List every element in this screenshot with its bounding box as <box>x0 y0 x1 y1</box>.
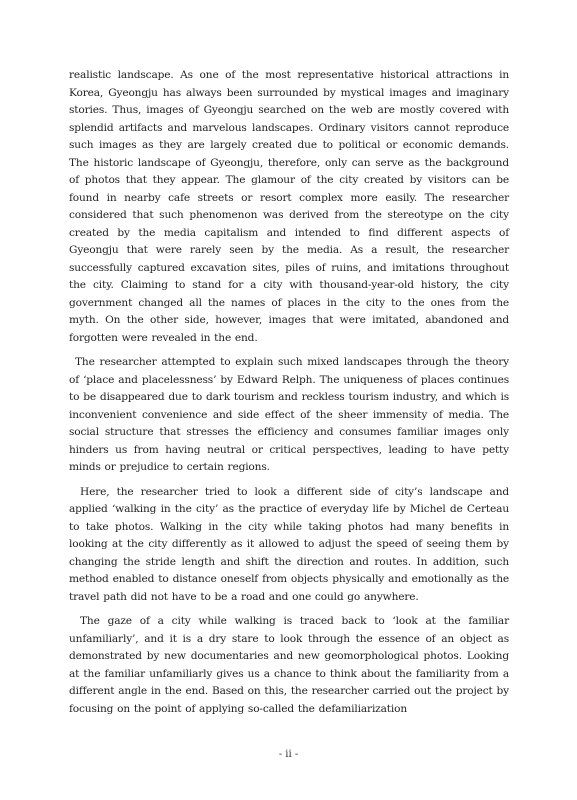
paragraph-3: Here, the researcher tried to look a different side of city’s landscape and applied ‘walking in the city’ as the practice of everyday life by Michel de Certeau to take photos. Walking in the city while taking photos had many benefits in looking at the city differently as it allowed to adjust the speed of seeing them by changing the stride length and shift the direction and routes. In addition, such method enabled to distance oneself from objects physically and emotionally as the travel path did not have to be a road and one could go anywhere. <box>69 485 509 603</box>
body-text <box>69 67 509 718</box>
paragraph-4: The gaze of a city while walking is traced back to ‘look at the familiar unfamiliarly’, and it is a dry stare to look through the essence of an object as demonstrated by new documentaries and new geomorphological photos. Looking at the familiar unfamiliarly gives us a chance to think about the familiarity from a different angle in the end. Based on this, the researcher carried out the project by focusing on the point of applying so-called the defamiliarization <box>69 615 509 715</box>
paragraph-2: The researcher attempted to explain such mixed landscapes through the theory of ‘place and placelessness’ by Edward Relph. The uniqueness of places continues to be disappeared due to dark tourism and reckless tourism industry, and which is inconvenient convenience and side effect of the sheer immensity of media. The social structure that stresses the efficiency and consumes familiar images only hinders us from having neutral or critical perspectives, leading to have petty minds or prejudice to certain regions. <box>69 356 509 473</box>
paragraph-1: realistic landscape. As one of the most representative historical attractions in Korea, Gyeongju has always been surrounded by mystical images and imaginary stories. Thus, images of Gyeongju searched on the web are mostly covered with splendid artifacts and marvelous landscapes. Ordinary visitors cannot reproduce such images as they are largely created due to political or economic demands. The historic landscape of Gyeongju, therefore, only can serve as the background of photos that they appear. The glamour of the city created by visitors can be found in nearby cafe streets or resort complex more easily. The researcher considered that such phenomenon was derived from the stereotype on the city created by the media capitalism and intended to find different aspects of Gyeongju that were rarely seen by the media. As a result, the researcher successfully captured excavation sites, piles of ruins, and imitations throughout the city. Claiming to stand for a city with thousand-year-old history, the city government changed all the names of places in the city to the ones from the myth. On the other side, however, images that were imitated, abandoned and forgotten were revealed in the end. <box>69 69 509 344</box>
page-number: - ii - <box>278 749 299 760</box>
